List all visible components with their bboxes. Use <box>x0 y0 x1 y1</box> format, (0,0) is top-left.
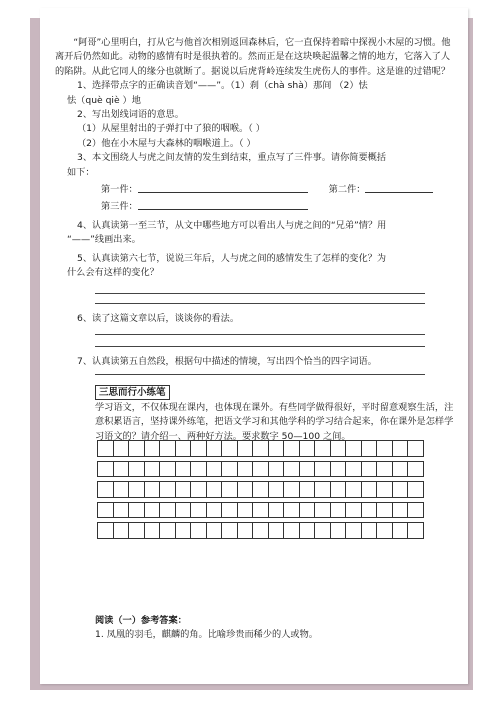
practice-heading: 三思而行小练笔 <box>95 385 170 400</box>
grid-cell[interactable] <box>377 441 393 457</box>
grid-cell[interactable] <box>284 441 300 457</box>
grid-cell[interactable] <box>299 441 315 457</box>
grid-cell[interactable] <box>144 482 160 498</box>
second-event-blank[interactable] <box>365 182 433 193</box>
grid-cell[interactable] <box>361 441 377 457</box>
grid-cell[interactable] <box>98 461 114 477</box>
answer-key-item-1: 1. 凤凰的羽毛，麒麟的角。比喻珍贵而稀少的人或物。 <box>95 629 318 640</box>
grid-row[interactable] <box>98 482 424 498</box>
grid-cell[interactable] <box>113 482 129 498</box>
question-3: 3、本文围绕人与虎之间友情的发生到结束，重点写了三件事。请你简要概括 <box>77 152 387 164</box>
grid-cell[interactable] <box>330 482 346 498</box>
grid-cell[interactable] <box>237 461 253 477</box>
grid-cell[interactable] <box>299 461 315 477</box>
question-4: 4、认真读第一至三节，从文中哪些地方可以看出人与虎之间的“兄弟”情？用 <box>77 219 387 231</box>
grid-cell[interactable] <box>191 441 207 457</box>
grid-cell[interactable] <box>175 441 191 457</box>
answer-line-7[interactable] <box>95 374 425 375</box>
grid-cell[interactable] <box>206 502 222 518</box>
grid-row[interactable] <box>98 502 424 518</box>
question-1: 1、选择带点字的正确读音划“——”。（1）刹（chà shà）那间 （2）怯 <box>77 80 368 92</box>
first-event-blank[interactable] <box>138 182 308 193</box>
grid-cell[interactable] <box>315 461 331 477</box>
answer-line-5b[interactable] <box>95 303 425 304</box>
third-event-blank[interactable] <box>138 199 308 210</box>
grid-cell[interactable] <box>315 482 331 498</box>
grid-cell[interactable] <box>144 502 160 518</box>
grid-cell[interactable] <box>299 523 315 539</box>
grid-cell[interactable] <box>191 461 207 477</box>
grid-row[interactable] <box>98 461 424 477</box>
grid-cell[interactable] <box>377 502 393 518</box>
question-2-item-2: （2）他在小木屋与大森林的咽喉道上。（ ） <box>77 137 256 149</box>
grid-cell[interactable] <box>222 461 238 477</box>
grid-cell[interactable] <box>361 523 377 539</box>
grid-cell[interactable] <box>222 523 238 539</box>
grid-cell[interactable] <box>206 461 222 477</box>
grid-cell[interactable] <box>315 523 331 539</box>
grid-cell[interactable] <box>268 482 284 498</box>
question-1-cont: 怯（què qiè ）地 <box>67 94 141 106</box>
grid-cell[interactable] <box>392 461 408 477</box>
grid-cell[interactable] <box>191 523 207 539</box>
grid-cell[interactable] <box>392 523 408 539</box>
grid-cell[interactable] <box>408 461 424 477</box>
grid-cell[interactable] <box>392 482 408 498</box>
grid-cell[interactable] <box>408 441 424 457</box>
grid-cell[interactable] <box>330 523 346 539</box>
third-event-label: 第三件： <box>101 201 138 213</box>
second-event-label: 第二件： <box>328 184 366 196</box>
grid-cell[interactable] <box>129 482 145 498</box>
grid-cell[interactable] <box>253 523 269 539</box>
grid-cell[interactable] <box>129 502 145 518</box>
writing-grid[interactable] <box>97 440 424 539</box>
grid-cell[interactable] <box>377 461 393 477</box>
grid-cell[interactable] <box>175 502 191 518</box>
grid-cell[interactable] <box>330 441 346 457</box>
question-3-row-1 <box>55 182 455 197</box>
grid-cell[interactable] <box>253 441 269 457</box>
question-5: 5、认真读第六七节，说说三年后，人与虎之间的感情发生了怎样的变化？为 <box>77 252 387 264</box>
writing-grid-table[interactable] <box>97 440 424 539</box>
grid-cell[interactable] <box>377 523 393 539</box>
grid-cell[interactable] <box>284 461 300 477</box>
grid-cell[interactable] <box>144 441 160 457</box>
grid-cell[interactable] <box>237 523 253 539</box>
grid-cell[interactable] <box>175 482 191 498</box>
grid-cell[interactable] <box>113 502 129 518</box>
grid-cell[interactable] <box>284 523 300 539</box>
reading-passage: “阿哥”心里明白，打从它与他首次相别返回森林后，它一直保持着暗中探视小木屋的习惯。他离开后仍然如此。动物的感情有时是很执着的。然而正是在这块唤起温馨之情的地方，它落入了人的陷阱。从此它同人的缘分也就断了。据说以后虎背岭连续发生虎伤人的事件。这是谁的过错呢？ <box>55 37 451 77</box>
grid-cell[interactable] <box>129 441 145 457</box>
grid-cell[interactable] <box>160 523 176 539</box>
grid-cell[interactable] <box>160 482 176 498</box>
grid-cell[interactable] <box>268 523 284 539</box>
grid-cell[interactable] <box>284 482 300 498</box>
question-6: 6、读了这篇文章以后，谈谈你的看法。 <box>77 312 240 324</box>
grid-cell[interactable] <box>253 502 269 518</box>
grid-cell[interactable] <box>268 441 284 457</box>
grid-cell[interactable] <box>160 441 176 457</box>
grid-cell[interactable] <box>346 502 362 518</box>
grid-cell[interactable] <box>253 461 269 477</box>
grid-cell[interactable] <box>206 441 222 457</box>
grid-cell[interactable] <box>268 461 284 477</box>
grid-cell[interactable] <box>346 461 362 477</box>
first-event-label: 第一件： <box>101 184 138 196</box>
grid-cell[interactable] <box>408 482 424 498</box>
question-3-cont: 如下： <box>67 166 95 178</box>
grid-cell[interactable] <box>113 441 129 457</box>
grid-row[interactable] <box>98 441 424 457</box>
grid-cell[interactable] <box>113 523 129 539</box>
grid-cell[interactable] <box>160 502 176 518</box>
grid-cell[interactable] <box>144 523 160 539</box>
grid-cell[interactable] <box>222 502 238 518</box>
grid-cell[interactable] <box>392 502 408 518</box>
grid-cell[interactable] <box>175 461 191 477</box>
question-4-cont: “——”线画出来。 <box>67 234 141 246</box>
grid-cell[interactable] <box>237 502 253 518</box>
grid-cell[interactable] <box>346 441 362 457</box>
grid-cell[interactable] <box>144 461 160 477</box>
answer-key-heading: 阅读（一）参考答案： <box>95 615 187 626</box>
grid-cell[interactable] <box>330 461 346 477</box>
grid-cell[interactable] <box>392 441 408 457</box>
grid-cell[interactable] <box>268 502 284 518</box>
grid-cell[interactable] <box>222 482 238 498</box>
grid-cell[interactable] <box>299 482 315 498</box>
grid-cell[interactable] <box>346 523 362 539</box>
grid-cell[interactable] <box>408 523 424 539</box>
answer-key <box>95 614 455 642</box>
question-7: 7、认真读第五自然段，根据句中描述的情境，写出四个恰当的四字词语。 <box>77 355 377 367</box>
worksheet-content <box>55 10 455 444</box>
grid-cell[interactable] <box>330 502 346 518</box>
question-5-cont: 什么会有这样的变化？ <box>67 267 159 279</box>
grid-cell[interactable] <box>299 502 315 518</box>
question-2: 2、写出划线词语的意思。 <box>77 109 184 121</box>
grid-cell[interactable] <box>175 523 191 539</box>
grid-cell[interactable] <box>206 523 222 539</box>
grid-cell[interactable] <box>206 482 222 498</box>
grid-cell[interactable] <box>98 482 114 498</box>
grid-cell[interactable] <box>98 502 114 518</box>
grid-cell[interactable] <box>361 461 377 477</box>
grid-cell[interactable] <box>284 502 300 518</box>
grid-cell[interactable] <box>98 441 114 457</box>
grid-cell[interactable] <box>253 482 269 498</box>
question-2-item-1: （1）从屋里射出的子弹打中了狼的咽喉。（ ） <box>77 123 265 135</box>
grid-cell[interactable] <box>98 523 114 539</box>
answer-line-6b[interactable] <box>95 346 425 347</box>
grid-cell[interactable] <box>408 502 424 518</box>
grid-cell[interactable] <box>237 482 253 498</box>
grid-cell[interactable] <box>191 502 207 518</box>
question-3-row-2 <box>55 199 455 214</box>
grid-cell[interactable] <box>113 461 129 477</box>
grid-cell[interactable] <box>129 523 145 539</box>
grid-cell[interactable] <box>315 502 331 518</box>
grid-cell[interactable] <box>315 441 331 457</box>
grid-cell[interactable] <box>346 482 362 498</box>
grid-cell[interactable] <box>191 482 207 498</box>
grid-cell[interactable] <box>361 502 377 518</box>
practice-instructions: 学习语文，不仅体现在课内，也体现在课外。有些同学做得很好，平时留意观察生活，注意积累语言，坚持课外练笔，把语文学习和其他学科的学习结合起来，你在课外是怎样学习语文的？请介绍一、两种好方法。要求数字 50—100 之间。 <box>95 401 454 442</box>
grid-cell[interactable] <box>377 482 393 498</box>
grid-cell[interactable] <box>361 482 377 498</box>
grid-cell[interactable] <box>129 461 145 477</box>
grid-row[interactable] <box>98 523 424 539</box>
grid-cell[interactable] <box>160 461 176 477</box>
grid-cell[interactable] <box>222 441 238 457</box>
grid-cell[interactable] <box>237 441 253 457</box>
